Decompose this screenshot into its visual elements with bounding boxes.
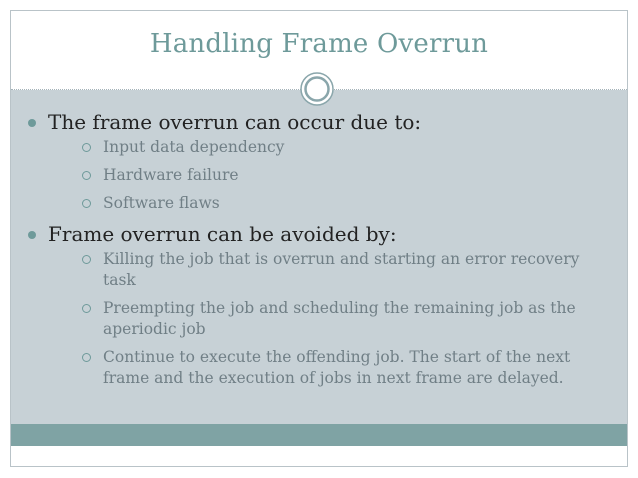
- sub-bullet-item: [48, 137, 627, 158]
- bullet-text: The frame overrun can occur due to:: [48, 110, 422, 134]
- sub-bullet-item: [48, 165, 627, 186]
- bullet-item: [11, 109, 627, 214]
- sub-bullet-list: [48, 137, 627, 214]
- content-area: [11, 90, 627, 446]
- double-circle-ornament-icon: [299, 71, 335, 107]
- sub-bullet-item: [48, 347, 627, 389]
- bullet-text: Frame overrun can be avoided by:: [48, 222, 397, 246]
- sub-bullet-item: [48, 193, 627, 214]
- sub-bullet-item: [48, 298, 627, 340]
- sub-bullet-text: Killing the job that is overrun and starting an error recovery task: [103, 250, 580, 289]
- hollow-circle-bullet-icon: [82, 255, 91, 264]
- sub-bullet-text: Preempting the job and scheduling the remaining job as the aperiodic job: [103, 299, 576, 338]
- bullet-list: [11, 109, 627, 396]
- sub-bullet-text: Continue to execute the offending job. The start of the next frame and the execution of jobs in next frame are delayed.: [103, 348, 571, 387]
- sub-bullet-text: Input data dependency: [103, 138, 285, 156]
- hollow-circle-bullet-icon: [82, 199, 91, 208]
- filled-circle-bullet-icon: [28, 119, 36, 127]
- filled-circle-bullet-icon: [28, 231, 36, 239]
- slide: [10, 10, 628, 467]
- hollow-circle-bullet-icon: [82, 171, 91, 180]
- hollow-circle-bullet-icon: [82, 304, 91, 313]
- sub-bullet-list: [48, 249, 627, 389]
- hollow-circle-bullet-icon: [82, 143, 91, 152]
- slide-title: Handling Frame Overrun: [149, 29, 489, 59]
- hollow-circle-bullet-icon: [82, 353, 91, 362]
- sub-bullet-text: Software flaws: [103, 194, 220, 212]
- footer-band: [11, 424, 627, 446]
- sub-bullet-item: [48, 249, 627, 291]
- bullet-item: [11, 221, 627, 389]
- sub-bullet-text: Hardware failure: [103, 166, 239, 184]
